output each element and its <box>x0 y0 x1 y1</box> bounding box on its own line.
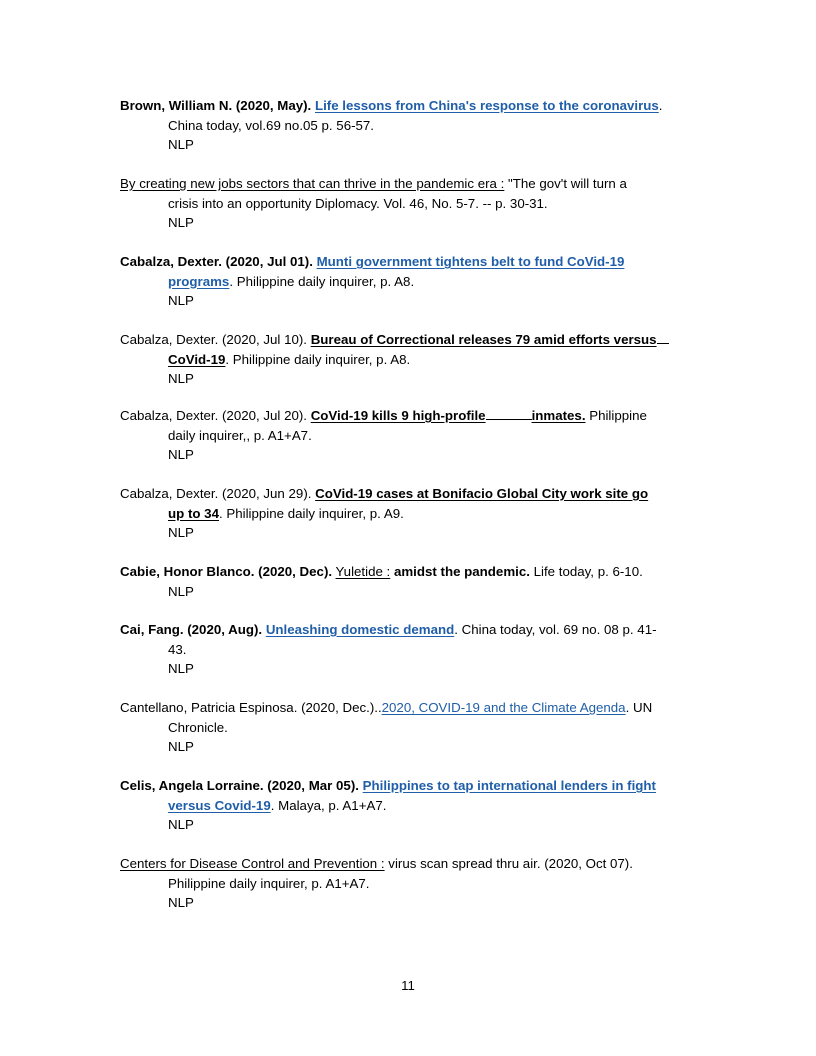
citation-source: NLP <box>168 739 194 754</box>
underline-spacer <box>486 407 532 420</box>
citation-author: Cabie, Honor Blanco. (2020, Dec). <box>120 564 333 579</box>
citation-title-link[interactable]: 2020, COVID-19 and the Climate Agenda <box>381 700 626 715</box>
citation-details: crisis into an opportunity Diplomacy. Vol. 46, No. 5-7. -- p. 30-31. <box>168 195 548 211</box>
citation-title: Yuletide : <box>335 564 391 579</box>
citation-author: Brown, William N. (2020, May). <box>120 98 312 113</box>
citation-source: NLP <box>168 895 194 910</box>
citation-celis <box>120 776 700 835</box>
citation-title: Centers for Disease Control and Prevention : <box>120 856 385 871</box>
citation-cabalza-jun29 <box>120 484 700 543</box>
page-number: 11 <box>401 978 415 993</box>
citation-text: Philippine <box>585 408 647 423</box>
citation-source: NLP <box>168 661 194 676</box>
citation-author: Cabalza, Dexter. (2020, Jul 10). <box>120 332 307 347</box>
citation-source: NLP <box>168 817 194 832</box>
underline-spacer <box>657 331 669 344</box>
citation-new-jobs <box>120 174 700 233</box>
citation-title-link[interactable]: Unleashing domestic demand <box>265 622 455 637</box>
citation-title-link-cont[interactable]: programs <box>168 273 230 289</box>
citation-brown <box>120 96 700 155</box>
citation-text: . UN <box>625 700 653 715</box>
citation-details: Chronicle. <box>168 719 228 735</box>
citation-text: . <box>658 98 663 113</box>
citation-text: virus scan spread thru air. (2020, Oct 07). <box>384 856 633 871</box>
citation-source: NLP <box>168 215 194 230</box>
citation-author: Cabalza, Dexter. (2020, Jun 29). <box>120 486 312 501</box>
citation-source: NLP <box>168 137 194 152</box>
citation-source: NLP <box>168 525 194 540</box>
citation-author: Cabalza, Dexter. (2020, Jul 20). <box>120 408 307 423</box>
citation-title-link[interactable]: Life lessons from China's response to the coronavirus <box>314 98 659 113</box>
citation-subtitle: amidst the pandemic. <box>393 564 530 579</box>
citation-text: Life today, p. 6-10. <box>529 564 643 579</box>
citation-details: daily inquirer,, p. A1+A7. <box>168 427 312 443</box>
citation-title-link[interactable]: Munti government tightens belt to fund CoVid-19 <box>316 254 625 269</box>
citation-source: NLP <box>168 583 194 599</box>
citation-title: CoVid-19 cases at Bonifacio Global City work site go <box>315 486 649 501</box>
citation-cdc <box>120 854 700 913</box>
citation-author: Cantellano, Patricia Espinosa. (2020, Dec.).. <box>120 700 382 715</box>
citation-details: Philippine daily inquirer, p. A1+A7. <box>168 875 370 891</box>
citation-title-end: inmates. <box>531 408 586 423</box>
citation-cai <box>120 620 700 679</box>
citation-text: . Philippine daily inquirer, p. A8. <box>229 273 415 289</box>
citation-text: . Malaya, p. A1+A7. <box>270 797 387 813</box>
citation-text: . Philippine daily inquirer, p. A8. <box>225 351 411 367</box>
citation-title: CoVid-19 kills 9 high-profile <box>310 408 486 423</box>
citation-title: Bureau of Correctional releases 79 amid efforts versus <box>310 332 657 347</box>
citation-author: Celis, Angela Lorraine. (2020, Mar 05). <box>120 778 359 793</box>
citation-title-link-cont[interactable]: versus Covid-19 <box>168 797 271 813</box>
citation-title-link[interactable]: Philippines to tap international lenders in fight <box>362 778 656 793</box>
citation-cantellano <box>120 698 700 757</box>
citation-cabie <box>120 562 700 601</box>
citation-title-cont: CoVid-19 <box>168 351 226 367</box>
citation-text: . Philippine daily inquirer, p. A9. <box>218 505 404 521</box>
citation-details: China today, vol.69 no.05 p. 56-57. <box>168 117 374 133</box>
citation-source: NLP <box>168 293 194 308</box>
citation-source: NLP <box>168 447 194 462</box>
citation-title: By creating new jobs sectors that can thrive in the pandemic era : <box>120 176 505 191</box>
citation-cabalza-jul01 <box>120 252 700 311</box>
citation-cabalza-jul20 <box>120 406 700 465</box>
citation-author: Cai, Fang. (2020, Aug). <box>120 622 263 637</box>
citation-title-cont: up to 34 <box>168 505 219 521</box>
citation-cabalza-jul10 <box>120 330 700 389</box>
citation-source: NLP <box>168 371 194 386</box>
citation-text: . China today, vol. 69 no. 08 p. 41- <box>454 622 657 637</box>
citation-author: Cabalza, Dexter. (2020, Jul 01). <box>120 254 313 269</box>
citation-details: 43. <box>168 641 187 657</box>
citation-text: "The gov't will turn a <box>504 176 627 191</box>
